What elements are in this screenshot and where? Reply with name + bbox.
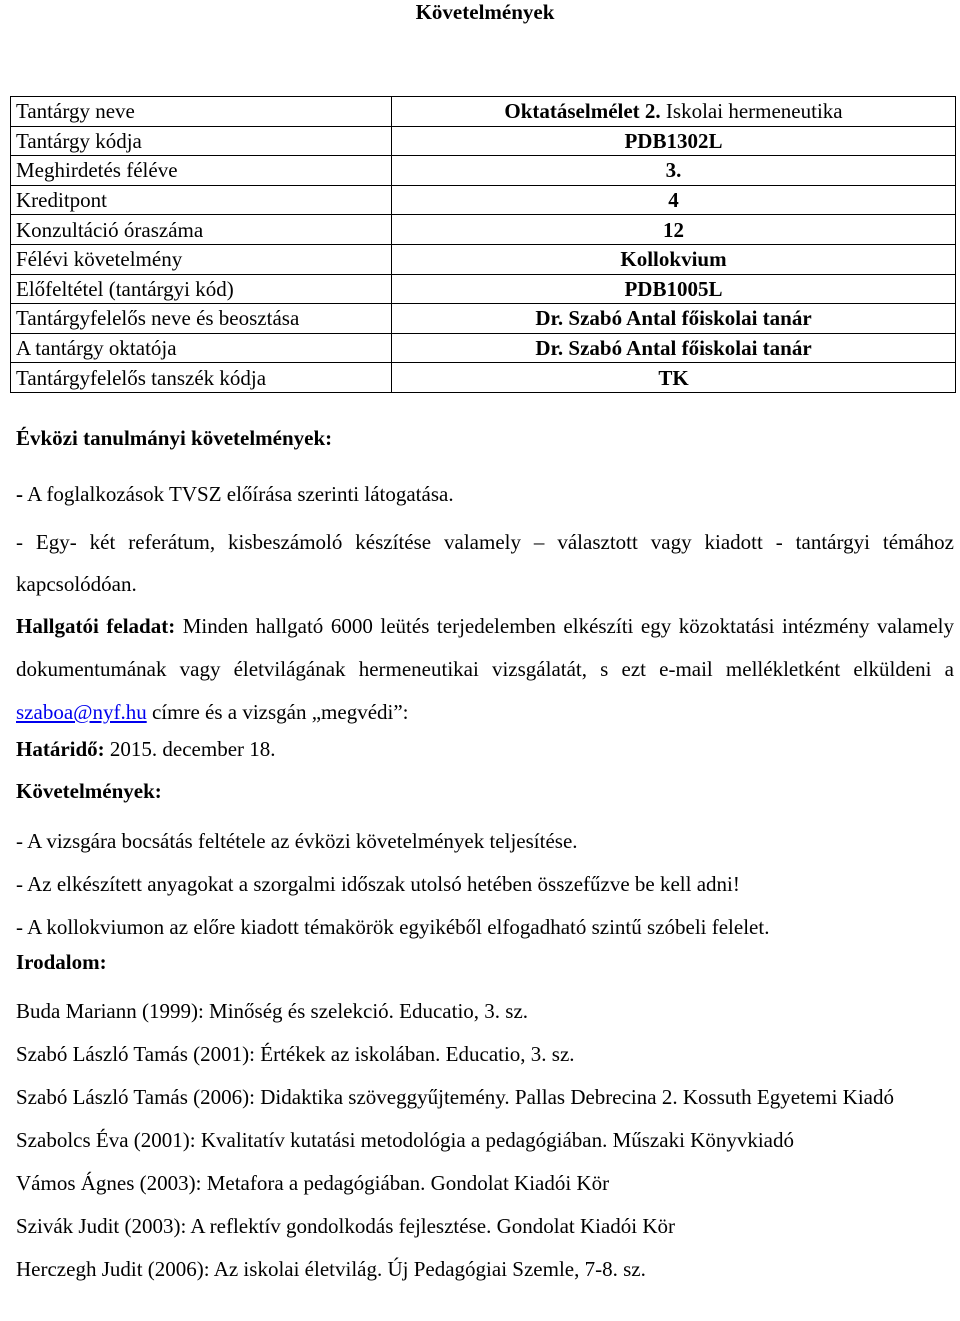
info-row — [11, 244, 956, 274]
info-label: Tantárgyfelelős neve és beosztása — [11, 304, 392, 334]
info-value — [392, 363, 956, 393]
info-value-bold: PDB1005L — [624, 276, 723, 301]
info-row — [11, 274, 956, 304]
hatarido-value: 2015. december 18. — [104, 737, 276, 761]
info-label: Konzultáció óraszáma — [11, 215, 392, 245]
irodalom-item: Szabó László Tamás (2006): Didaktika szöveggyűjtemény. Pallas Debrecina 2. Kossuth Egyetemi Kiadó — [16, 1085, 894, 1109]
info-value — [392, 333, 956, 363]
info-label: Tantárgyfelelős tanszék kódja — [11, 363, 392, 393]
evkozi-item-1-text: A foglalkozások TVSZ előírása szerinti látogatása. — [23, 482, 454, 506]
info-row — [11, 156, 956, 186]
info-row — [11, 333, 956, 363]
info-label: Előfeltétel (tantárgyi kód) — [11, 274, 392, 304]
info-row — [11, 363, 956, 393]
irodalom-item: Szabó László Tamás (2001): Értékek az iskolában. Educatio, 3. sz. — [16, 1042, 575, 1066]
hatarido-line — [16, 735, 954, 763]
course-info-table — [10, 96, 956, 393]
info-label: Tantárgy neve — [11, 97, 392, 127]
hallgatoi-text-before: Minden hallgató 6000 leütés terjedelemben elkészíti egy közoktatási intézmény valamely dokumentumának vagy életvilágának hermeneutikai vizsgálatát, s ezt e-mail mellékletként elküldeni a — [16, 614, 954, 681]
info-value-bold: Dr. Szabó Antal főiskolai tanár — [535, 336, 812, 361]
kovetelmenyek-item: - A kollokviumon az előre kiadott témakörök egyikéből elfogadható szintű szóbeli felelet. — [16, 915, 770, 939]
evkozi-heading: Évközi tanulmányi követelmények: — [16, 426, 333, 450]
evkozi-item-1-dash: - — [16, 482, 23, 506]
hallgatoi-label: Hallgatói feladat: — [16, 614, 176, 638]
info-value — [392, 126, 956, 156]
irodalom-item: Buda Mariann (1999): Minőség és szelekció. Educatio, 3. sz. — [16, 999, 529, 1023]
irodalom-item: Szivák Judit (2003): A reflektív gondolkodás fejlesztése. Gondolat Kiadói Kör — [16, 1214, 676, 1238]
page-title: Követelmények — [415, 0, 555, 24]
evkozi-item-1 — [16, 480, 954, 508]
kovetelmenyek-heading: Követelmények: — [16, 779, 162, 803]
info-label: Meghirdetés féléve — [11, 156, 392, 186]
hallgatoi-paragraph — [16, 605, 954, 734]
hallgatoi-text-after: címre és a vizsgán „megvédi”: — [146, 700, 409, 724]
kovetelmenyek-item: - A vizsgára bocsátás feltétele az évközi követelmények teljesítése. — [16, 829, 578, 853]
info-row — [11, 185, 956, 215]
info-label: Kreditpont — [11, 185, 392, 215]
info-value-rest: Iskolai hermeneutika — [660, 99, 843, 124]
info-label: Tantárgy kódja — [11, 126, 392, 156]
info-row — [11, 215, 956, 245]
kovetelmenyek-list — [16, 820, 954, 949]
info-label: A tantárgy oktatója — [11, 333, 392, 363]
info-value-bold: Oktatáselmélet 2. — [504, 99, 661, 124]
irodalom-list — [16, 990, 954, 1291]
info-value-bold: Kollokvium — [620, 247, 727, 272]
info-label: Félévi követelmény — [11, 244, 392, 274]
info-value-bold: Dr. Szabó Antal főiskolai tanár — [535, 306, 812, 331]
info-value — [392, 185, 956, 215]
info-row — [11, 97, 956, 127]
info-value — [392, 304, 956, 334]
info-row — [11, 126, 956, 156]
info-value-bold: TK — [658, 365, 689, 390]
info-value — [392, 156, 956, 186]
info-value-bold: 12 — [663, 217, 684, 242]
irodalom-heading: Irodalom: — [16, 950, 107, 974]
info-value — [392, 244, 956, 274]
info-value — [392, 97, 956, 127]
irodalom-item: Herczegh Judit (2006): Az iskolai életvilág. Új Pedagógiai Szemle, 7-8. sz. — [16, 1257, 646, 1281]
hatarido-label: Határidő: — [16, 737, 105, 761]
kovetelmenyek-item: - Az elkészített anyagokat a szorgalmi időszak utolsó hetében összefűzve be kell adni! — [16, 872, 740, 896]
info-row — [11, 304, 956, 334]
evkozi-item-2: - Egy- két referátum, kisbeszámoló készítése valamely – választott vagy kiadott - tantárgyi témához kapcsolódóan. — [16, 530, 954, 596]
info-value — [392, 215, 956, 245]
email-link[interactable]: szaboa@nyf.hu — [16, 700, 147, 724]
irodalom-item: Szabolcs Éva (2001): Kvalitatív kutatási metodológia a pedagógiában. Műszaki Könyvkiadó — [16, 1128, 794, 1152]
info-value-bold: 4 — [668, 188, 679, 213]
info-value-bold: PDB1302L — [624, 128, 723, 153]
info-value — [392, 274, 956, 304]
info-value-bold: 3. — [665, 158, 682, 183]
irodalom-item: Vámos Ágnes (2003): Metafora a pedagógiában. Gondolat Kiadói Kör — [16, 1171, 610, 1195]
